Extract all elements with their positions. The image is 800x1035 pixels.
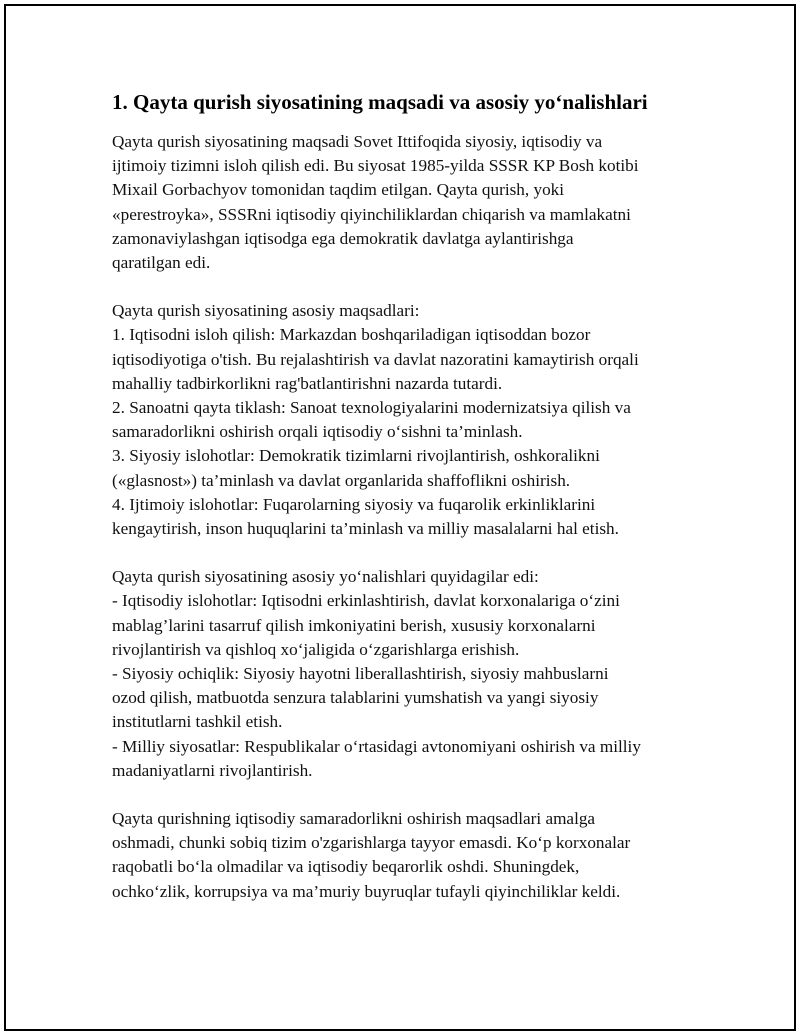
text-line: Qayta qurish siyosatining asosiy yo‘nalishlari quyidagilar edi: bbox=[112, 567, 539, 587]
text-line: samaradorlikni oshirish orqali iqtisodiy o‘sishni ta’minlash. bbox=[112, 422, 523, 442]
text-line: mablag’larini tasarruf qilish imkoniyatini berish, xususiy korxonalarni bbox=[112, 615, 596, 635]
text-line: iqtisodiyotiga o'tish. Bu rejalashtirish va davlat nazoratini kamaytirish orqali bbox=[112, 349, 639, 369]
text-line: ochko‘zlik, korrupsiya va ma’muriy buyruqlar tufayli qiyinchiliklar keldi. bbox=[112, 881, 621, 901]
text-line: Mixail Gorbachyov tomonidan taqdim etilgan. Qayta qurish, yoki bbox=[112, 180, 565, 200]
text-line: - Iqtisodiy islohotlar: Iqtisodni erkinlashtirish, davlat korxonalariga o‘zini bbox=[112, 591, 620, 611]
text-line: «perestroyka», SSSRni iqtisodiy qiyinchiliklardan chiqarish va mamlakatni bbox=[112, 204, 631, 224]
text-line: zamonaviylashgan iqtisodga ega demokratik davlatga aylantirishga bbox=[112, 228, 574, 248]
text-line: raqobatli bo‘la olmadilar va iqtisodiy beqarorlik oshdi. Shuningdek, bbox=[112, 857, 580, 877]
text-line: oshmadi, chunki sobiq tizim o'zgarishlarga tayyor emasdi. Ko‘p korxonalar bbox=[112, 833, 631, 853]
text-line: - Siyosiy ochiqlik: Siyosiy hayotni liberallashtirish, siyosiy mahbuslarni bbox=[112, 664, 609, 684]
text-line: Qayta qurish siyosatining maqsadi Sovet Ittifoqida siyosiy, iqtisodiy va bbox=[112, 132, 603, 151]
text-line: 3. Siyosiy islohotlar: Demokratik tizimlarni rivojlantirish, oshkoralikni bbox=[112, 446, 600, 466]
text-line: - Milliy siyosatlar: Respublikalar o‘rtasidagi avtonomiyani oshirish va milliy bbox=[112, 736, 641, 756]
paragraph-spacer bbox=[112, 541, 702, 565]
paragraph-directions bbox=[112, 565, 702, 783]
text-line: Qayta qurish siyosatining asosiy maqsadlari: bbox=[112, 301, 420, 321]
text-line: ozod qilish, matbuotda senzura talablarini yumshatish va yangi siyosiy bbox=[112, 688, 599, 708]
text-line: madaniyatlarni rivojlantirish. bbox=[112, 760, 313, 780]
paragraph-spacer bbox=[112, 783, 702, 807]
paragraph-spacer bbox=[112, 275, 702, 299]
paragraph-intro bbox=[112, 130, 702, 275]
text-line: ijtimoiy tizimni isloh qilish edi. Bu siyosat 1985-yilda SSSR KP Bosh kotibi bbox=[112, 156, 639, 176]
section-heading: 1. Qayta qurish siyosatining maqsadi va asosiy yo‘nalishlari bbox=[112, 90, 648, 114]
text-line: mahalliy tadbirkorlikni rag'batlantirishni nazarda tutardi. bbox=[112, 373, 503, 393]
paragraph-outcome bbox=[112, 807, 702, 904]
text-line: kengaytirish, inson huquqlarini ta’minlash va milliy masalalarni hal etish. bbox=[112, 519, 619, 539]
text-line: qaratilgan edi. bbox=[112, 253, 211, 273]
paragraph-goals bbox=[112, 299, 702, 541]
text-line: («glasnost») ta’minlash va davlat organlarida shaffoflikni oshirish. bbox=[112, 470, 571, 490]
text-line: 4. Ijtimoiy islohotlar: Fuqarolarning siyosiy va fuqarolik erkinliklarini bbox=[112, 494, 596, 514]
text-line: rivojlantirish va qishloq xo‘jaligida o‘zgarishlarga erishish. bbox=[112, 639, 520, 659]
text-line: Qayta qurishning iqtisodiy samaradorlikni oshirish maqsadlari amalga bbox=[112, 809, 596, 829]
text-line: institutlarni tashkil etish. bbox=[112, 712, 283, 732]
document-body bbox=[112, 88, 702, 904]
text-line: 2. Sanoatni qayta tiklash: Sanoat texnologiyalarini modernizatsiya qilish va bbox=[112, 398, 631, 418]
text-line: 1. Iqtisodni isloh qilish: Markazdan boshqariladigan iqtisoddan bozor bbox=[112, 325, 591, 345]
